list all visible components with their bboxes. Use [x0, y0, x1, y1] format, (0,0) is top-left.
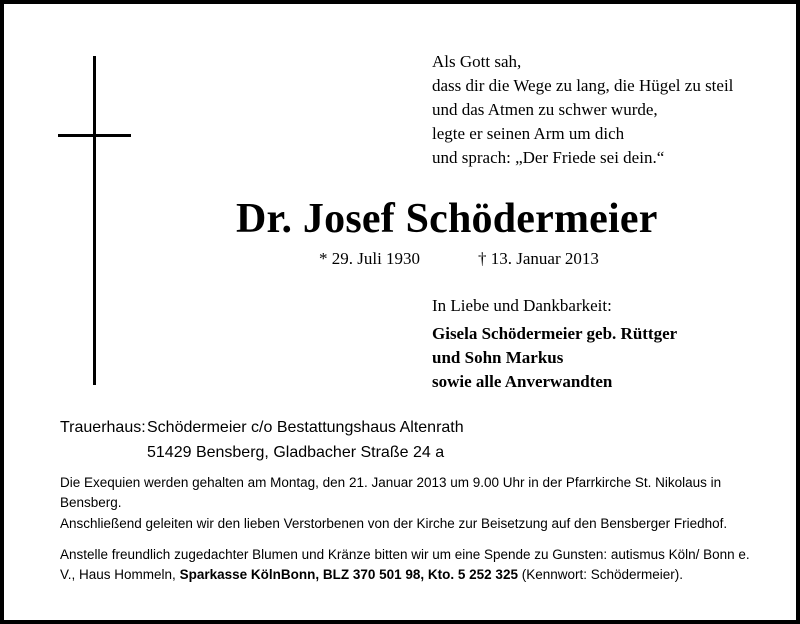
birth-date: * 29. Juli 1930 — [319, 249, 421, 268]
poem-line: und das Atmen zu schwer wurde, — [432, 100, 658, 119]
cross-vertical-bar — [93, 56, 96, 385]
exequien-text: Die Exequien werden gehalten am Montag, den 21. Januar 2013 um 9.00 Uhr in der Pfarrkirche St. Nikolaus in Bensberg. — [60, 475, 722, 510]
donation-text — [60, 545, 760, 585]
poem-line: und sprach: „Der Friede sei dein.“ — [432, 148, 665, 167]
love-line: In Liebe und Dankbarkeit: — [432, 296, 612, 315]
mourner-line: und Sohn Markus — [432, 348, 564, 367]
mourner-line: Gisela Schödermeier geb. Rüttger — [432, 324, 678, 343]
poem-line: Als Gott sah, — [432, 52, 522, 71]
trauerhaus-label: Trauerhaus: — [60, 419, 146, 436]
mourners-list — [432, 322, 677, 394]
memorial-poem — [432, 50, 733, 170]
donation-pre: Anstelle freundlich zugedachter Blumen und Kränze bitten wir um eine Spende zu Gunsten: autismus Köln/ Bonn e. V., Haus Hommeln, — [60, 547, 750, 582]
bank-details: Sparkasse KölnBonn, BLZ 370 501 98, Kto. 5 252 325 — [179, 567, 518, 582]
trauerhaus-line1: Schödermeier c/o Bestattungshaus Altenrath — [147, 419, 464, 436]
deceased-name: Dr. Josef Schödermeier — [236, 196, 658, 242]
donation-post: (Kennwort: Schödermeier). — [517, 567, 684, 582]
trauerhaus-line2: 51429 Bensberg, Gladbacher Straße 24 a — [147, 444, 445, 461]
poem-line: legte er seinen Arm um dich — [432, 124, 625, 143]
cross-horizontal-bar — [58, 134, 131, 137]
death-date: † 13. Januar 2013 — [478, 249, 599, 268]
burial-text: Anschließend geleiten wir den lieben Verstorbenen von der Kirche zur Beisetzung auf den Bensberger Friedhof. — [60, 516, 728, 531]
poem-line: dass dir die Wege zu lang, die Hügel zu steil — [432, 76, 734, 95]
mourner-line: sowie alle Anverwandten — [432, 372, 613, 391]
